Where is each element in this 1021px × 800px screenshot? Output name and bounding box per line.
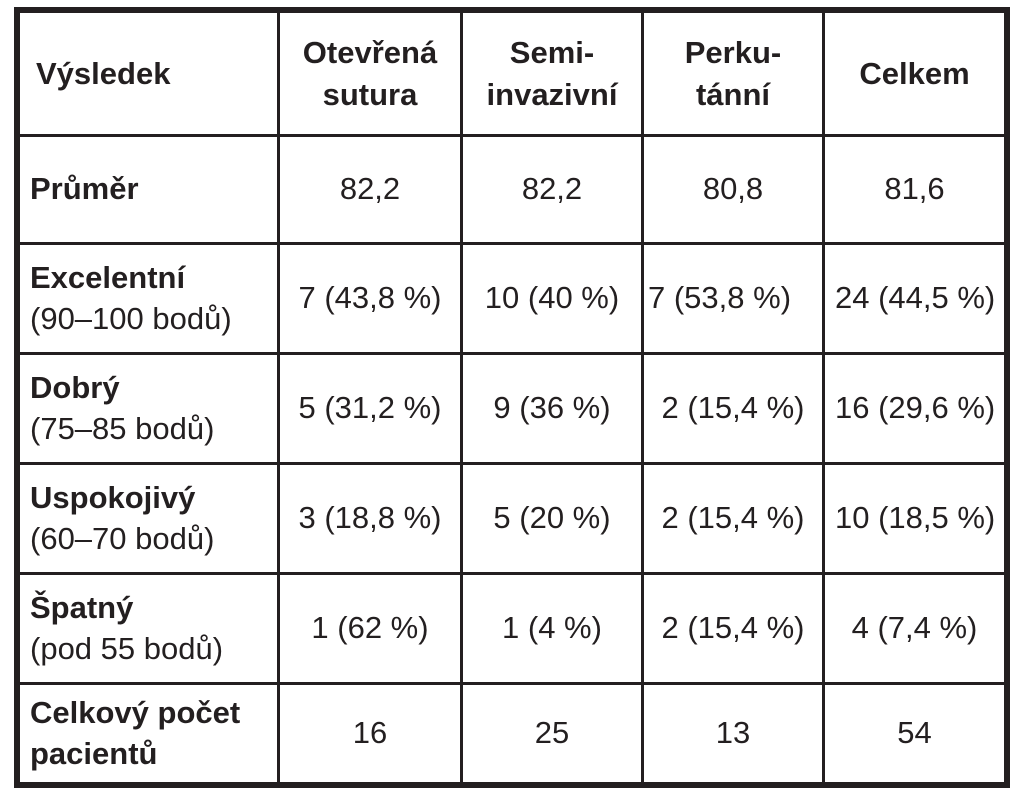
table-cell: 3 (18,8 %) (279, 464, 462, 574)
row-label: Uspokojivý (30, 479, 196, 515)
table-cell: 5 (31,2 %) (279, 354, 462, 464)
table-header-row (19, 12, 1006, 136)
row-label-cell (19, 136, 279, 244)
table-cell: 7 (43,8 %) (279, 244, 462, 354)
table-cell: 2 (15,4 %) (643, 464, 824, 574)
header-cell-total (824, 12, 1006, 136)
row-label-cell (19, 574, 279, 684)
table-cell: 10 (40 %) (462, 244, 643, 354)
row-label: Špatný (30, 589, 134, 625)
header-cell-result (19, 12, 279, 136)
row-label: Průměr (30, 171, 139, 207)
table-cell: 16 (29,6 %) (824, 354, 1006, 464)
header-cell-open-suture (279, 12, 462, 136)
table-cell: 2 (15,4 %) (643, 574, 824, 684)
row-sublabel: (pod 55 bodů) (30, 630, 224, 666)
table-cell: 4 (7,4 %) (824, 574, 1006, 684)
table-cell: 13 (643, 684, 824, 784)
table-cell: 9 (36 %) (462, 354, 643, 464)
table-cell: 82,2 (462, 136, 643, 244)
header-line: sutura (322, 76, 418, 112)
header-line: Celkem (859, 55, 970, 91)
table-row (19, 136, 1006, 244)
table-cell: 1 (62 %) (279, 574, 462, 684)
row-label-cell (19, 464, 279, 574)
header-line: invazivní (486, 76, 618, 112)
header-line: Semi- (509, 34, 595, 70)
table-cell: 16 (279, 684, 462, 784)
table-row (19, 574, 1006, 684)
row-label: Dobrý (30, 369, 120, 405)
table-cell: 24 (44,5 %) (824, 244, 1006, 354)
row-sublabel: (90–100 bodů) (30, 300, 232, 336)
table-cell: 7 (53,8 %) (643, 244, 824, 354)
header-cell-semi-invasive (462, 12, 643, 136)
header-line: Výsledek (36, 55, 171, 91)
table-cell: 25 (462, 684, 643, 784)
table-cell: 10 (18,5 %) (824, 464, 1006, 574)
header-cell-percutaneous (643, 12, 824, 136)
row-sublabel: (60–70 bodů) (30, 520, 215, 556)
table-row (19, 684, 1006, 784)
table-cell: 54 (824, 684, 1006, 784)
table-cell: 80,8 (643, 136, 824, 244)
table-cell: 81,6 (824, 136, 1006, 244)
table-row (19, 354, 1006, 464)
table-cell: 5 (20 %) (462, 464, 643, 574)
row-label: Excelentní (30, 259, 186, 295)
header-line: Otevřená (302, 34, 438, 70)
row-label-line: Celkový počet (30, 694, 241, 730)
header-line: Perku- (684, 34, 782, 70)
header-line: tánní (695, 76, 771, 112)
row-label-cell (19, 244, 279, 354)
table-row (19, 464, 1006, 574)
row-label-cell (19, 684, 279, 784)
table-cell: 1 (4 %) (462, 574, 643, 684)
table-cell: 2 (15,4 %) (643, 354, 824, 464)
table-row (19, 244, 1006, 354)
row-sublabel: (75–85 bodů) (30, 410, 215, 446)
results-table (17, 10, 1007, 785)
table-cell: 82,2 (279, 136, 462, 244)
row-label-line: pacientů (30, 735, 158, 771)
row-label-cell (19, 354, 279, 464)
